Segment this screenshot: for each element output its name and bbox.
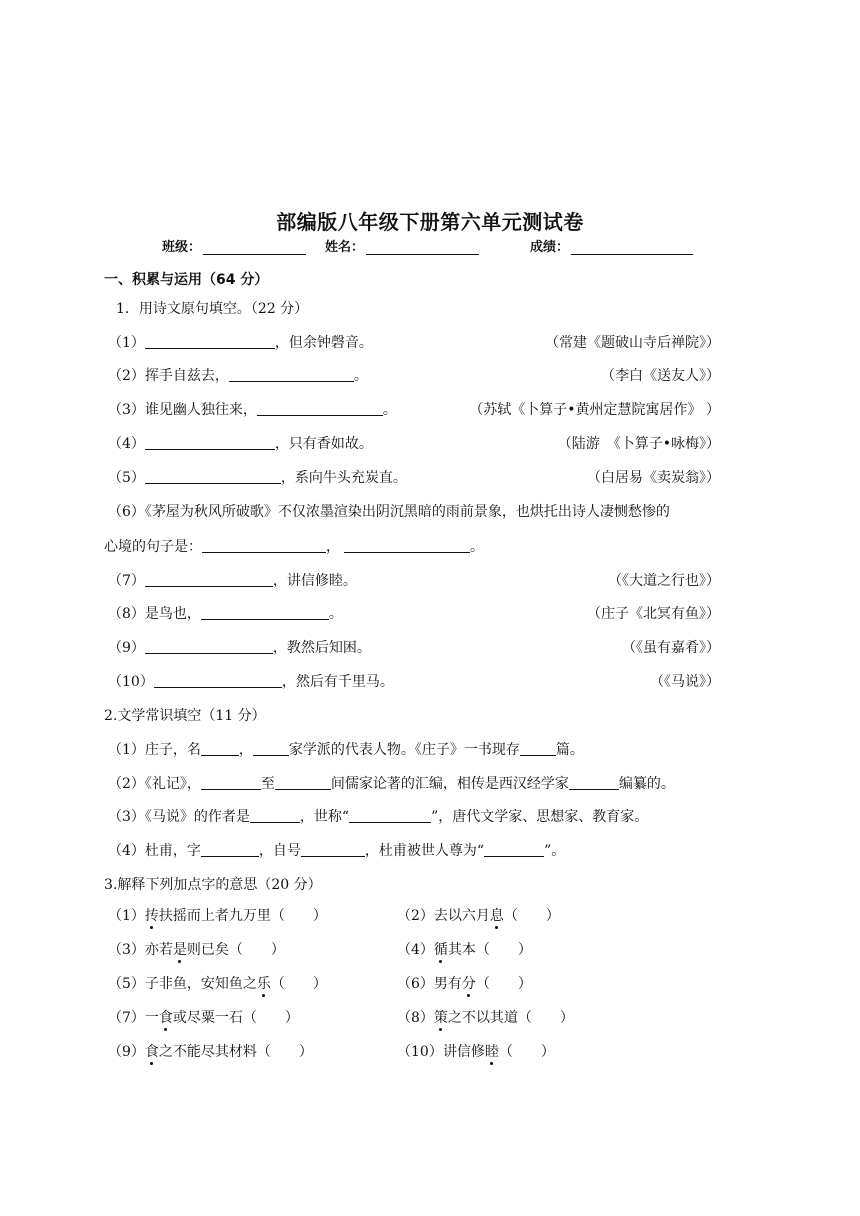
- score-blank[interactable]: [571, 240, 693, 255]
- exam-title: 部编版八年级下册第六单元测试卷: [276, 210, 584, 234]
- definition-item: [108, 1007, 299, 1027]
- fill-line: [108, 637, 720, 657]
- answer-blank[interactable]: [145, 639, 273, 654]
- definition-item: [108, 1041, 313, 1061]
- item-text: （9）: [108, 1044, 145, 1060]
- fill-line-6-continued: [104, 536, 716, 556]
- item-text: 则已矣（ ）: [186, 942, 285, 958]
- answer-blank[interactable]: [301, 842, 365, 857]
- question-2-heading: 2.文学常识填空（11 分）: [104, 708, 266, 724]
- line-text: ，教然后知困。: [272, 640, 371, 656]
- item-text: 或尽粟一石（ ）: [172, 1010, 299, 1026]
- answer-blank[interactable]: [145, 435, 275, 450]
- answer-blank[interactable]: [202, 538, 326, 553]
- definition-item: [397, 1007, 574, 1027]
- answer-blank[interactable]: [250, 808, 300, 823]
- item-text: （8）: [397, 1010, 434, 1026]
- line-prefix: （2）挥手自兹去，: [108, 368, 229, 384]
- fill-line: [108, 399, 720, 419]
- question-1-heading: 1．用诗文原句填空。（22 分）: [116, 301, 309, 317]
- item-text: 扶摇而上者九万里（ ）: [158, 908, 327, 924]
- line-text: 。: [382, 402, 397, 418]
- line-prefix: （3）谁见幽人独往来，: [108, 402, 257, 418]
- line-text: ，但余钟磬音。: [274, 335, 373, 351]
- question-3-heading: 3.解释下列加点字的意思（20 分）: [104, 877, 322, 893]
- source-citation: （庄子《北冥有鱼》）: [587, 606, 720, 622]
- item-text: （10）讲信修: [397, 1044, 485, 1060]
- dotted-char: 食: [144, 1044, 159, 1060]
- line-prefix: （10）: [108, 674, 154, 690]
- answer-blank[interactable]: [201, 741, 239, 756]
- dotted-char: 乐: [256, 976, 271, 992]
- source-citation: （白居易《卖炭翁》）: [587, 470, 720, 486]
- fill-line: [108, 433, 720, 453]
- item-text: （5）子非鱼，安知鱼之: [108, 976, 257, 992]
- dotted-char: 抟: [144, 908, 159, 924]
- dotted-char: 是: [172, 942, 187, 958]
- dotted-char: 食: [158, 1010, 173, 1026]
- line-text: ，然后有千里马。: [281, 674, 394, 690]
- item-text: 之不能尽其材料（ ）: [158, 1044, 313, 1060]
- score-field[interactable]: [530, 236, 693, 255]
- name-field[interactable]: [325, 236, 479, 255]
- answer-blank[interactable]: [201, 605, 329, 620]
- source-citation: （李白《送友人》）: [601, 368, 720, 384]
- answer-blank[interactable]: [253, 741, 289, 756]
- line-text: （3）《马说》的作者是: [108, 809, 250, 825]
- line-prefix: （5）: [108, 470, 145, 486]
- line-text: 篇。: [555, 742, 584, 758]
- line-text: 编纂的。: [618, 776, 675, 792]
- line-prefix: （4）: [108, 436, 145, 452]
- item-text: （1）: [108, 908, 145, 924]
- answer-blank[interactable]: [520, 741, 556, 756]
- answer-blank[interactable]: [145, 469, 281, 484]
- line-prefix: （9）: [108, 640, 145, 656]
- answer-blank[interactable]: [569, 775, 619, 790]
- line-text: ，世称“: [299, 809, 350, 825]
- name-label: 姓名：: [325, 240, 365, 255]
- source-citation: （陆游 《卜算子•咏梅》）: [557, 436, 720, 452]
- item-text: （7）一: [108, 1010, 159, 1026]
- fill-line: [108, 739, 720, 759]
- fill-line: [108, 840, 720, 860]
- item-text: 之不以其道（ ）: [447, 1010, 574, 1026]
- line-text: ，系向牛头充炭直。: [280, 470, 407, 486]
- fill-line: [108, 671, 720, 691]
- line-text: ，自号: [258, 843, 301, 859]
- fill-line: [108, 570, 720, 590]
- line-text: 至: [260, 776, 275, 792]
- line-text: ”，唐代文学家、思想家、教育家。: [431, 809, 649, 825]
- item-text: （4）: [397, 942, 434, 958]
- source-citation: （《马说》）: [650, 674, 720, 690]
- definition-item: [397, 939, 532, 959]
- definition-item: [397, 905, 560, 925]
- item-text: （ ）: [503, 908, 560, 924]
- answer-blank[interactable]: [201, 775, 261, 790]
- line-text: （1）庄子，名: [108, 742, 201, 758]
- line-text: ，: [238, 742, 253, 758]
- dotted-char: 分: [461, 976, 476, 992]
- answer-blank[interactable]: [201, 842, 259, 857]
- answer-blank[interactable]: [145, 572, 273, 587]
- definition-item: [397, 1041, 555, 1061]
- source-citation: （《大道之行也》）: [608, 573, 720, 589]
- line-text: 。: [470, 539, 484, 555]
- item-text: （2）去以六月: [397, 908, 490, 924]
- line-text: 间儒家论著的汇编，相传是西汉经学家: [330, 776, 569, 792]
- line-text: ，: [326, 539, 340, 555]
- line-text: （2）《礼记》，: [108, 776, 201, 792]
- line-prefix: （1）: [108, 335, 145, 351]
- dotted-char: 睦: [484, 1044, 499, 1060]
- line-text: ”。: [544, 843, 566, 859]
- line-text: ，杜甫被世人尊为“: [364, 843, 485, 859]
- source-citation: （《虽有嘉肴》）: [622, 640, 720, 656]
- fill-line: [108, 806, 720, 826]
- score-label: 成绩：: [530, 240, 570, 255]
- definition-item: [397, 973, 532, 993]
- class-field[interactable]: [162, 236, 306, 255]
- dotted-char: 息: [489, 908, 504, 924]
- line-text: 。: [353, 368, 368, 384]
- answer-blank[interactable]: [229, 367, 354, 382]
- fill-line: [108, 467, 720, 487]
- source-citation: （苏轼《卜算子•黄州定慧院寓居作》 ）: [469, 402, 720, 418]
- answer-blank[interactable]: [349, 808, 431, 823]
- line-prefix: （7）: [108, 573, 145, 589]
- line-text: （4）杜甫，字: [108, 843, 201, 859]
- name-blank[interactable]: [366, 240, 479, 255]
- item-text: 其本（ ）: [447, 942, 532, 958]
- dotted-char: 策: [433, 1010, 448, 1026]
- fill-line-6: （6）《茅屋为秋风所破歌》不仅浓墨渲染出阴沉黑暗的雨前景象，也烘托出诗人凄恻愁惨的: [108, 504, 670, 520]
- definition-item: [108, 905, 327, 925]
- fill-line: [108, 773, 720, 793]
- answer-blank[interactable]: [154, 673, 282, 688]
- class-label: 班级：: [162, 240, 202, 255]
- item-text: （ ）: [498, 1044, 555, 1060]
- fill-line: [108, 365, 720, 385]
- line-prefix: 心境的句子是：: [104, 539, 202, 555]
- answer-blank[interactable]: [145, 334, 275, 349]
- fill-line: [108, 332, 720, 352]
- class-blank[interactable]: [203, 240, 306, 255]
- item-text: （6）男有: [397, 976, 462, 992]
- line-text: 。: [328, 606, 343, 622]
- definition-item: [108, 973, 327, 993]
- line-text: ，只有香如故。: [274, 436, 373, 452]
- answer-blank[interactable]: [275, 775, 331, 790]
- item-text: （ ）: [475, 976, 532, 992]
- dotted-char: 循: [433, 942, 448, 958]
- line-text: ，讲信修睦。: [272, 573, 357, 589]
- line-text: 家学派的代表人物。《庄子》一书现存: [288, 742, 520, 758]
- fill-line: [108, 603, 720, 623]
- section-heading: 一、积累与运用（64 分）: [104, 272, 269, 288]
- answer-blank[interactable]: [257, 401, 383, 416]
- answer-blank[interactable]: [484, 842, 544, 857]
- answer-blank[interactable]: [344, 538, 470, 553]
- item-text: （3）亦若: [108, 942, 173, 958]
- item-text: （ ）: [270, 976, 327, 992]
- definition-item: [108, 939, 285, 959]
- line-prefix: （8）是鸟也，: [108, 606, 201, 622]
- source-citation: （常建《题破山寺后禅院》）: [545, 335, 720, 351]
